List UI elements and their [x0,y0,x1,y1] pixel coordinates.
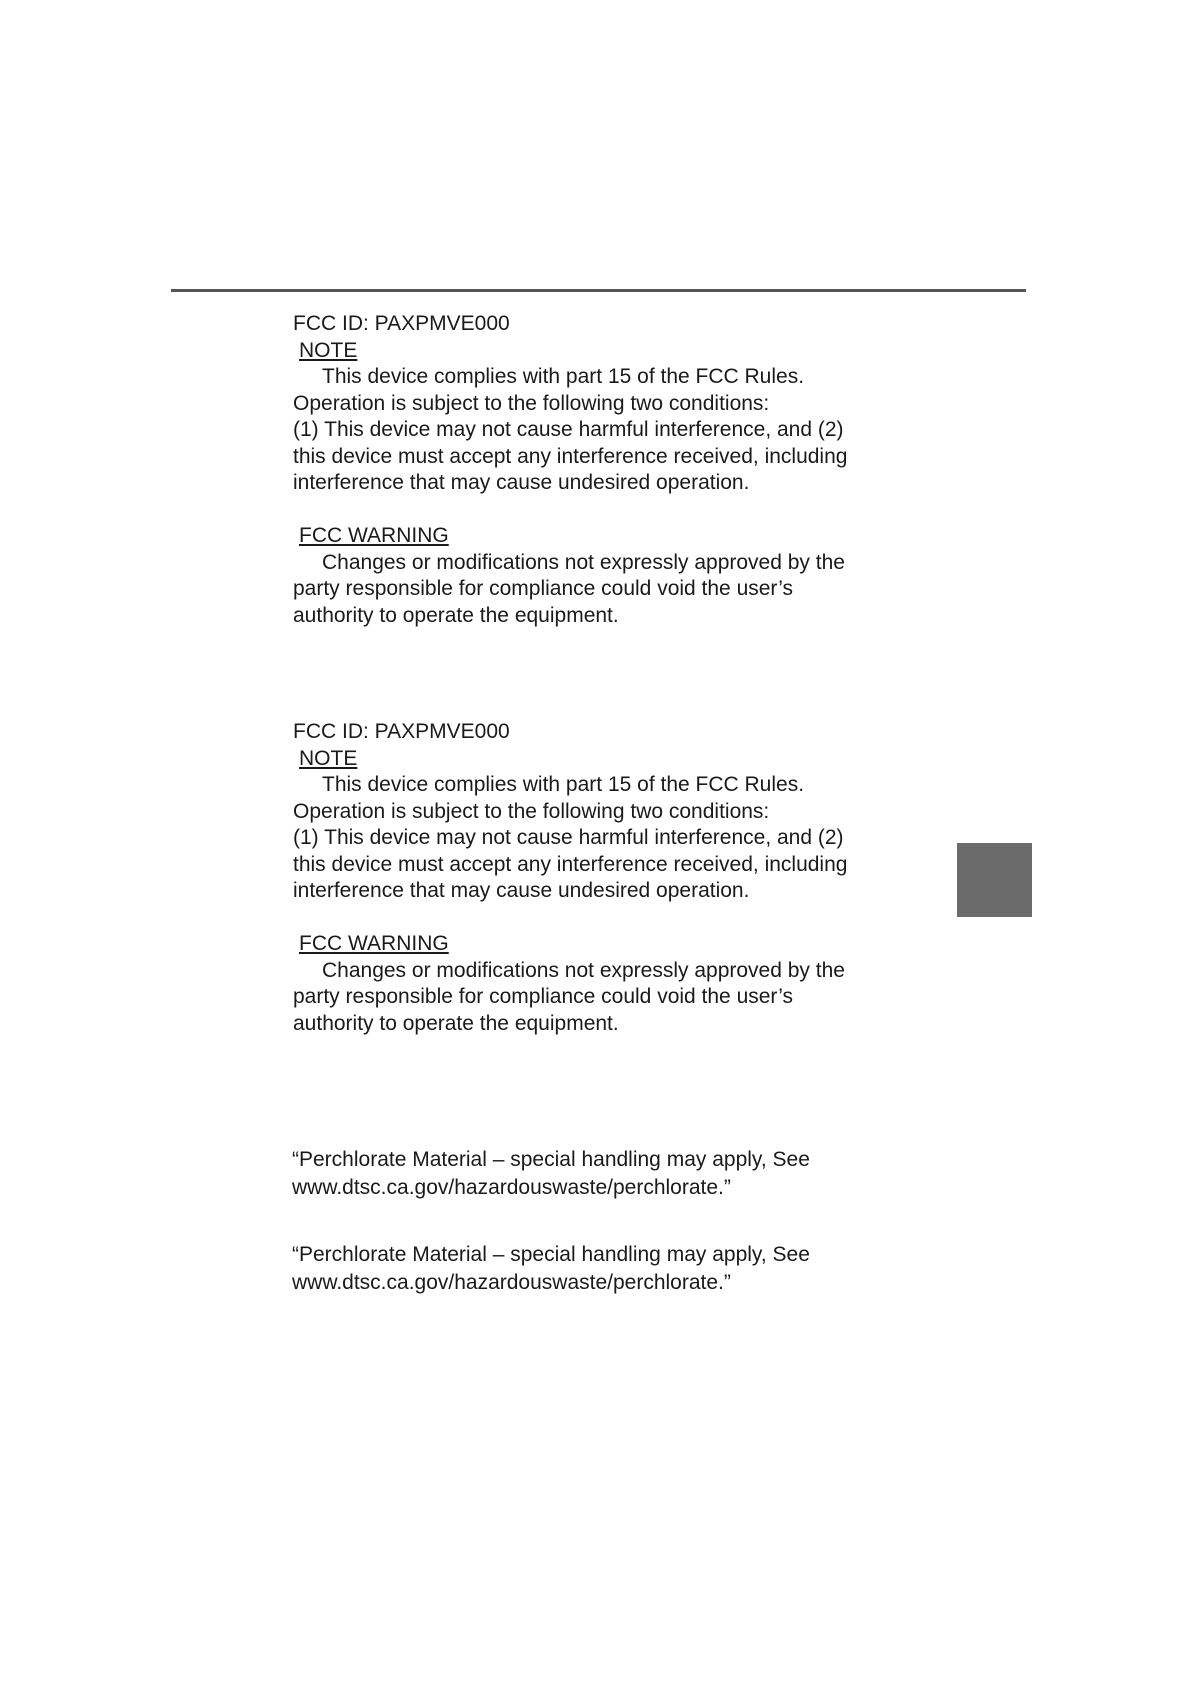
fcc-notice-block-1 [293,311,933,629]
warning-line: Changes or modifications not expressly approved by the [322,958,845,982]
perchlorate-line: “Perchlorate Material – special handling may apply, See [292,1148,810,1171]
note-line: this device must accept any interference received, including [293,852,848,876]
warning-heading: FCC WARNING [299,932,449,955]
perchlorate-line: “Perchlorate Material – special handling may apply, See [292,1243,810,1266]
note-line: (1) This device may not cause harmful interference, and (2) [293,826,844,849]
fcc-id: FCC ID: PAXPMVE000 [293,312,510,335]
perchlorate-url-line: www.dtsc.ca.gov/hazardouswaste/perchlorate.” [292,1176,731,1199]
note-line: (1) This device may not cause harmful interference, and (2) [293,418,844,441]
warning-line: party responsible for compliance could void the user’s [293,577,793,600]
perchlorate-notice-2 [292,1241,932,1297]
note-line: This device complies with part 15 of the FCC Rules. [322,773,805,796]
perchlorate-notice-1 [292,1146,932,1202]
note-line: interference that may cause undesired operation. [293,471,750,494]
warning-heading: FCC WARNING [299,524,449,547]
warning-line: authority to operate the equipment. [293,603,619,627]
note-heading: NOTE [299,338,358,362]
section-tab-marker [957,843,1032,917]
header-rule [171,289,1026,292]
note-line: This device complies with part 15 of the FCC Rules. [322,365,805,388]
note-line: Operation is subject to the following two conditions: [293,799,770,823]
perchlorate-url-line: www.dtsc.ca.gov/hazardouswaste/perchlorate.” [292,1271,731,1294]
note-heading: NOTE [299,746,358,770]
fcc-notice-block-2 [293,719,933,1037]
warning-line: party responsible for compliance could void the user’s [293,985,793,1008]
note-line: interference that may cause undesired operation. [293,879,750,902]
warning-line: authority to operate the equipment. [293,1011,619,1035]
fcc-id: FCC ID: PAXPMVE000 [293,720,510,743]
note-line: this device must accept any interference received, including [293,444,848,468]
note-line: Operation is subject to the following two conditions: [293,391,770,415]
warning-line: Changes or modifications not expressly approved by the [322,550,845,574]
